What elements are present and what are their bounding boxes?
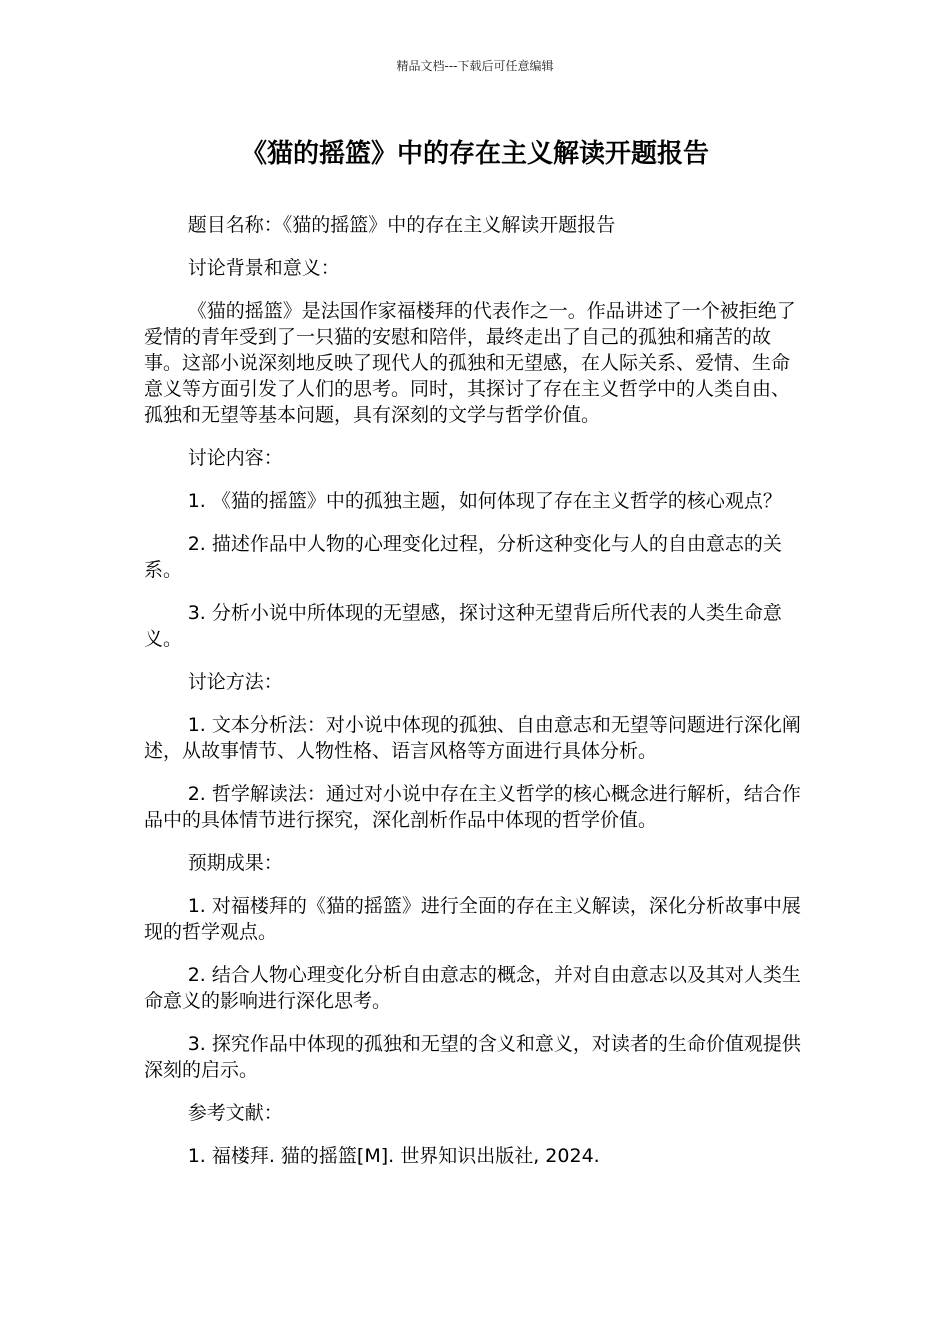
method-item-2: 2. 哲学解读法：通过对小说中存在主义哲学的核心概念进行解析，结合作品中的具体情节进行探究，深化剖析作品中体现的哲学价值。 (144, 783, 801, 831)
method-heading: 讨论方法： (187, 671, 283, 693)
results-item-1: 1. 对福楼拜的《猫的摇篮》进行全面的存在主义解读，深化分析故事中展现的哲学观点。 (144, 895, 801, 943)
background-heading: 讨论背景和意义： (187, 257, 340, 279)
document-title: 《猫的摇篮》中的存在主义解读开题报告 (240, 139, 709, 169)
reference-item-1: 1. 福楼拜. 猫的摇篮[M]. 世界知识出版社, 2024. (187, 1145, 600, 1167)
background-paragraph: 《猫的摇篮》是法国作家福楼拜的代表作之一。作品讲述了一个被拒绝了爱情的青年受到了一只猫的安慰和陪伴，最终走出了自己的孤独和痛苦的故事。这部小说深刻地反映了现代人的孤独和无望感，在人际关系、爱情、生命意义等方面引发了人们的思考。同时，其探讨了存在主义哲学中的人类自由、孤独和无望等基本问题，具有深刻的文学与哲学价值。 (144, 300, 796, 426)
topic-name-line: 题目名称：《猫的摇篮》中的存在主义解读开题报告 (187, 214, 616, 236)
results-item-3: 3. 探究作品中体现的孤独和无望的含义和意义，对读者的生命价值观提供深刻的启示。 (144, 1033, 801, 1081)
content-item-3: 3. 分析小说中所体现的无望感，探讨这种无望背后所代表的人类生命意义。 (144, 602, 782, 650)
results-heading: 预期成果： (187, 852, 283, 874)
document-body (144, 212, 804, 1186)
references-heading: 参考文献： (187, 1102, 283, 1124)
method-item-1: 1. 文本分析法：对小说中体现的孤独、自由意志和无望等问题进行深化阐述，从故事情节、人物性格、语言风格等方面进行具体分析。 (144, 714, 801, 762)
content-item-2: 2. 描述作品中人物的心理变化过程，分析这种变化与人的自由意志的关系。 (144, 533, 782, 581)
content-item-1: 1. 《猫的摇篮》中的孤独主题，如何体现了存在主义哲学的核心观点？ (187, 490, 782, 512)
content-heading: 讨论内容： (187, 447, 283, 469)
header-note: 精品文档---下载后可任意编辑 (396, 59, 554, 73)
results-item-2: 2. 结合人物心理变化分析自由意志的概念，并对自由意志以及其对人类生命意义的影响进行深化思考。 (144, 964, 801, 1012)
